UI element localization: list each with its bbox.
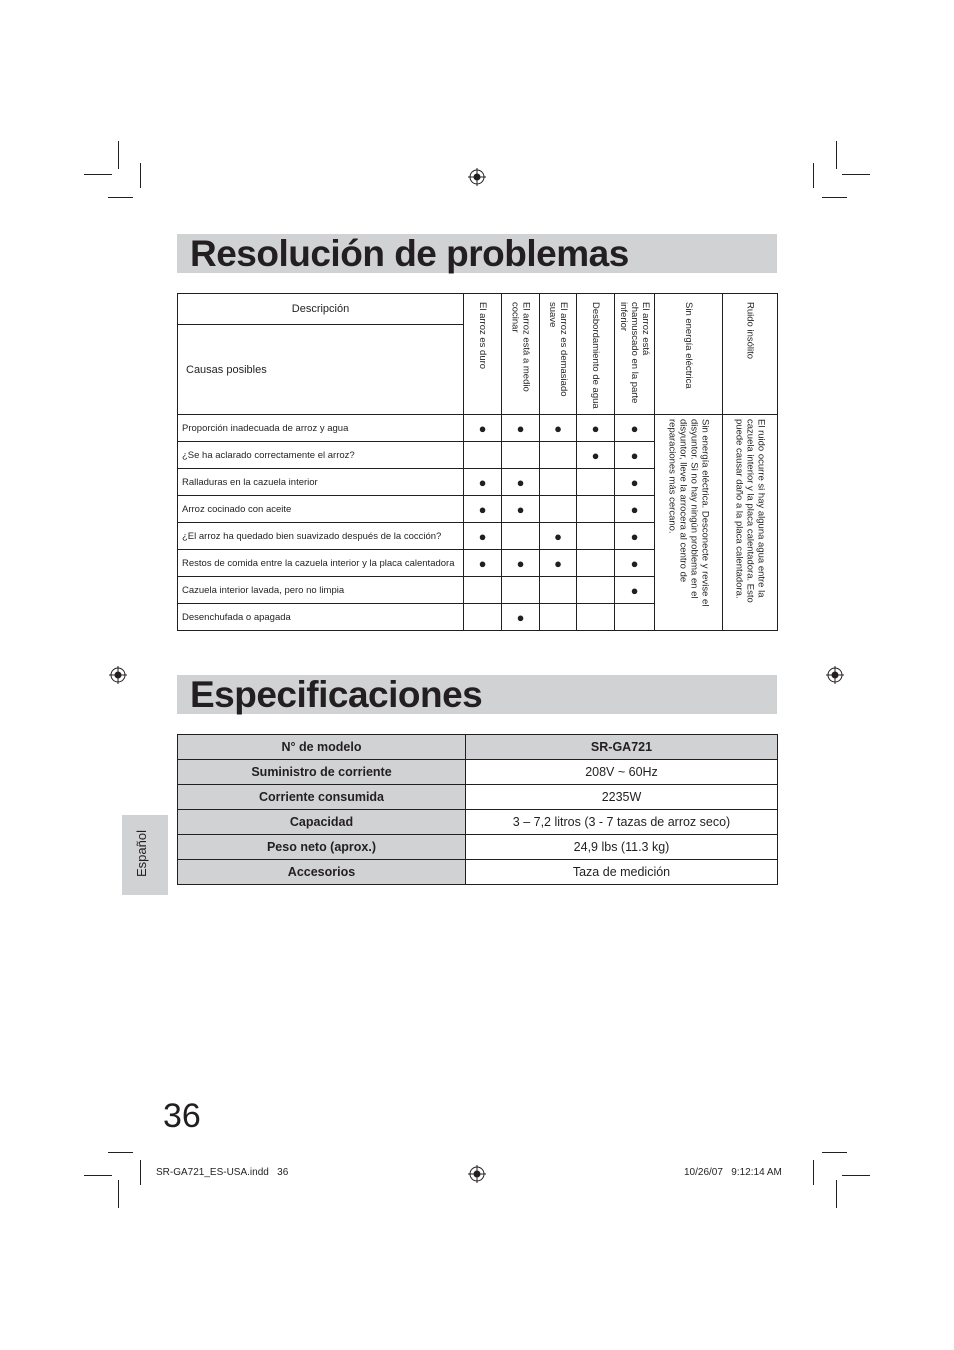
mark-cell: ● (464, 415, 502, 442)
registration-mark-icon (468, 1165, 486, 1183)
mark-cell: ● (577, 415, 615, 442)
cause-cell: ¿Se ha aclarado correctamente el arroz? (178, 442, 464, 469)
column-header: Ruido insólito (723, 294, 778, 415)
mark-cell: ● (502, 604, 540, 631)
crop-mark (822, 1152, 847, 1153)
mark-cell: ● (502, 550, 540, 577)
crop-mark (140, 1160, 141, 1185)
column-header: Desbordamiento de agua (577, 294, 615, 415)
mark-cell (577, 577, 615, 604)
mark-cell: ● (577, 442, 615, 469)
crop-mark (118, 1180, 119, 1208)
registration-mark-icon (826, 666, 844, 684)
registration-mark-icon (468, 168, 486, 186)
mark-cell: ● (615, 523, 655, 550)
column-header: El arroz está a medio cocinar (502, 294, 540, 415)
mark-cell (540, 604, 577, 631)
description-header: Descripción (178, 294, 464, 325)
mark-cell: ● (502, 496, 540, 523)
mark-cell (502, 442, 540, 469)
mark-cell: ● (464, 550, 502, 577)
mark-cell: ● (464, 496, 502, 523)
mark-cell (577, 550, 615, 577)
mark-cell: ● (615, 496, 655, 523)
table-row (178, 810, 778, 835)
mark-cell (577, 523, 615, 550)
mark-cell: ● (615, 577, 655, 604)
cause-cell: Desenchufada o apagada (178, 604, 464, 631)
troubleshooting-title: Resolución de problemas (190, 233, 629, 274)
specifications-heading-bar (177, 675, 777, 714)
cause-cell: Ralladuras en la cazuela interior (178, 469, 464, 496)
spec-label: Peso neto (aprox.) (178, 835, 466, 860)
mark-cell (540, 469, 577, 496)
crop-mark (118, 141, 119, 169)
column-header: Sin energía eléctrica (655, 294, 723, 415)
mark-cell (577, 496, 615, 523)
language-tab (122, 815, 168, 895)
column-header: El arroz está chamuscado en la parte inferior (615, 294, 655, 415)
mark-cell (502, 577, 540, 604)
mark-cell (464, 577, 502, 604)
table-row (178, 760, 778, 785)
crop-mark (836, 1180, 837, 1208)
mark-cell: ● (615, 415, 655, 442)
troubleshooting-table (177, 293, 778, 631)
page-number: 36 (163, 1097, 201, 1135)
mark-cell (464, 442, 502, 469)
mark-cell: ● (502, 415, 540, 442)
mark-cell (464, 604, 502, 631)
crop-mark (108, 197, 133, 198)
spec-value: 208V ~ 60Hz (466, 760, 778, 785)
mark-cell: ● (540, 415, 577, 442)
crop-mark (813, 1160, 814, 1185)
crop-mark (842, 174, 870, 175)
language-label: Español (134, 830, 149, 877)
specifications-table (177, 734, 778, 885)
spec-label: Accesorios (178, 860, 466, 885)
crop-mark (84, 174, 112, 175)
spec-label: N° de modelo (178, 735, 466, 760)
footer-file: SR-GA721_ES-USA.indd 36 (156, 1167, 289, 1178)
mark-cell: ● (464, 523, 502, 550)
table-row (178, 415, 778, 442)
causes-header: Causas posibles (178, 325, 464, 415)
cause-cell: Proporción inadecuada de arroz y agua (178, 415, 464, 442)
noise-note: El ruido ocurre si hay alguna agua entre la cazuela interior y la placa calentadora. Esto puede causar daño a la placa calentadora. (723, 415, 778, 631)
table-row (178, 785, 778, 810)
mark-cell (540, 577, 577, 604)
footer-timestamp: 10/26/07 9:12:14 AM (684, 1167, 782, 1178)
mark-cell: ● (540, 550, 577, 577)
table-row (178, 860, 778, 885)
mark-cell (577, 604, 615, 631)
spec-label: Suministro de corriente (178, 760, 466, 785)
spec-label: Corriente consumida (178, 785, 466, 810)
cause-cell: Cazuela interior lavada, pero no limpia (178, 577, 464, 604)
mark-cell: ● (615, 550, 655, 577)
crop-mark (140, 163, 141, 188)
registration-mark-icon (109, 666, 127, 684)
mark-cell (615, 604, 655, 631)
column-header: El arroz es demasiado suave (540, 294, 577, 415)
mark-cell: ● (615, 469, 655, 496)
specifications-title: Especificaciones (190, 674, 483, 715)
mark-cell: ● (502, 469, 540, 496)
spec-value: 3 – 7,2 litros (3 - 7 tazas de arroz seco) (466, 810, 778, 835)
troubleshooting-heading-bar (177, 234, 777, 273)
crop-mark (836, 141, 837, 169)
crop-mark (108, 1152, 133, 1153)
spec-value: Taza de medición (466, 860, 778, 885)
mark-cell (540, 496, 577, 523)
crop-mark (84, 1175, 112, 1176)
mark-cell: ● (464, 469, 502, 496)
cause-cell: ¿El arroz ha quedado bien suavizado después de la cocción? (178, 523, 464, 550)
mark-cell: ● (615, 442, 655, 469)
spec-label: Capacidad (178, 810, 466, 835)
mark-cell (502, 523, 540, 550)
mark-cell (577, 469, 615, 496)
crop-mark (822, 197, 847, 198)
table-row (178, 835, 778, 860)
spec-value: 2235W (466, 785, 778, 810)
spec-value: SR-GA721 (466, 735, 778, 760)
column-header: El arroz es duro (464, 294, 502, 415)
mark-cell (540, 442, 577, 469)
crop-mark (842, 1175, 870, 1176)
table-row (178, 735, 778, 760)
no-power-note: Sin energía eléctrica. Desconecte y revise el disyuntor. Si no hay ningún problema en el disyuntor, lleve la arrocera al centro de reparaciones más cercano. (655, 415, 723, 631)
spec-value: 24,9 lbs (11.3 kg) (466, 835, 778, 860)
crop-mark (813, 163, 814, 188)
cause-cell: Restos de comida entre la cazuela interior y la placa calentadora (178, 550, 464, 577)
mark-cell: ● (540, 523, 577, 550)
cause-cell: Arroz cocinado con aceite (178, 496, 464, 523)
